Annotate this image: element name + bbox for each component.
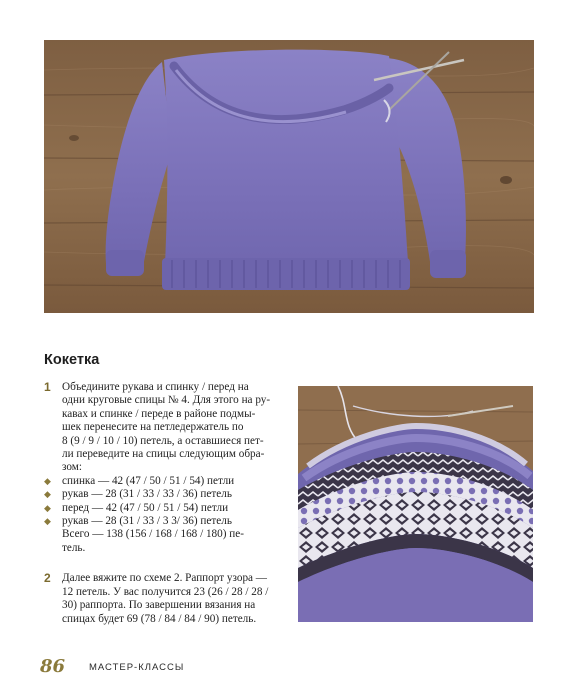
step-1-line: 8 (9 / 9 / 10 / 10) петель, а оставшиеся пет- [62,434,264,447]
step-2-line: 12 петель. У вас получится 23 (26 / 28 / 28 / [62,585,269,598]
step-1-line: зом: [62,461,82,474]
bullet-icon: ◆ [44,489,51,500]
step-1 [44,381,284,555]
step-1-line: шек перенесите на петледержатель по [62,421,244,434]
bullet-icon: ◆ [44,475,51,486]
list-item [44,515,284,528]
list-item-text: перед — 42 (47 / 50 / 51 / 54) петли [62,501,229,514]
step-1-line: ли переведите на спицы следующим обра- [62,448,265,461]
bullet-icon: ◆ [44,516,51,527]
section-label: МАСТЕР-КЛАССЫ [89,662,185,673]
sweater-illustration [44,40,534,313]
step-2-line: спицах будет 69 (78 / 84 / 84 / 90) петель. [62,612,257,625]
list-item-text: спинка — 42 (47 / 50 / 51 / 54) петли [62,474,235,487]
step-2-line: Далее вяжите по схеме 2. Раппорт узора — [62,572,267,585]
list-item-text: рукав — 28 (31 / 33 / 33 / 36) петель [62,488,232,501]
step-number: 2 [44,571,51,586]
list-item [44,488,284,501]
list-item-text: рукав — 28 (31 / 33 / 3 3/ 36) петель [62,515,232,528]
bullet-icon: ◆ [44,502,51,513]
total-line: Всего — 138 (156 / 168 / 168 / 180) пе- [62,528,244,541]
instructions [44,381,284,626]
step-number: 1 [44,380,51,394]
section-title: Кокетка [44,352,100,368]
step-1-line: одни круговые спицы № 4. Для этого на ру- [62,394,271,407]
step-2-line: 30) раппорта. По завершении вязания на [62,599,256,612]
list-item [44,501,284,515]
yoke-photo [298,386,533,622]
list-item [44,474,284,488]
total-line: тель. [62,541,86,554]
sweater-photo [44,40,534,313]
yoke-illustration [298,386,533,622]
step-1-line: Объедините рукава и спинку / перед на [62,381,249,393]
page-number: 86 [40,656,66,677]
step-2 [44,572,284,626]
step-1-line: кавах и спинке / переде в районе подмы- [62,407,256,420]
